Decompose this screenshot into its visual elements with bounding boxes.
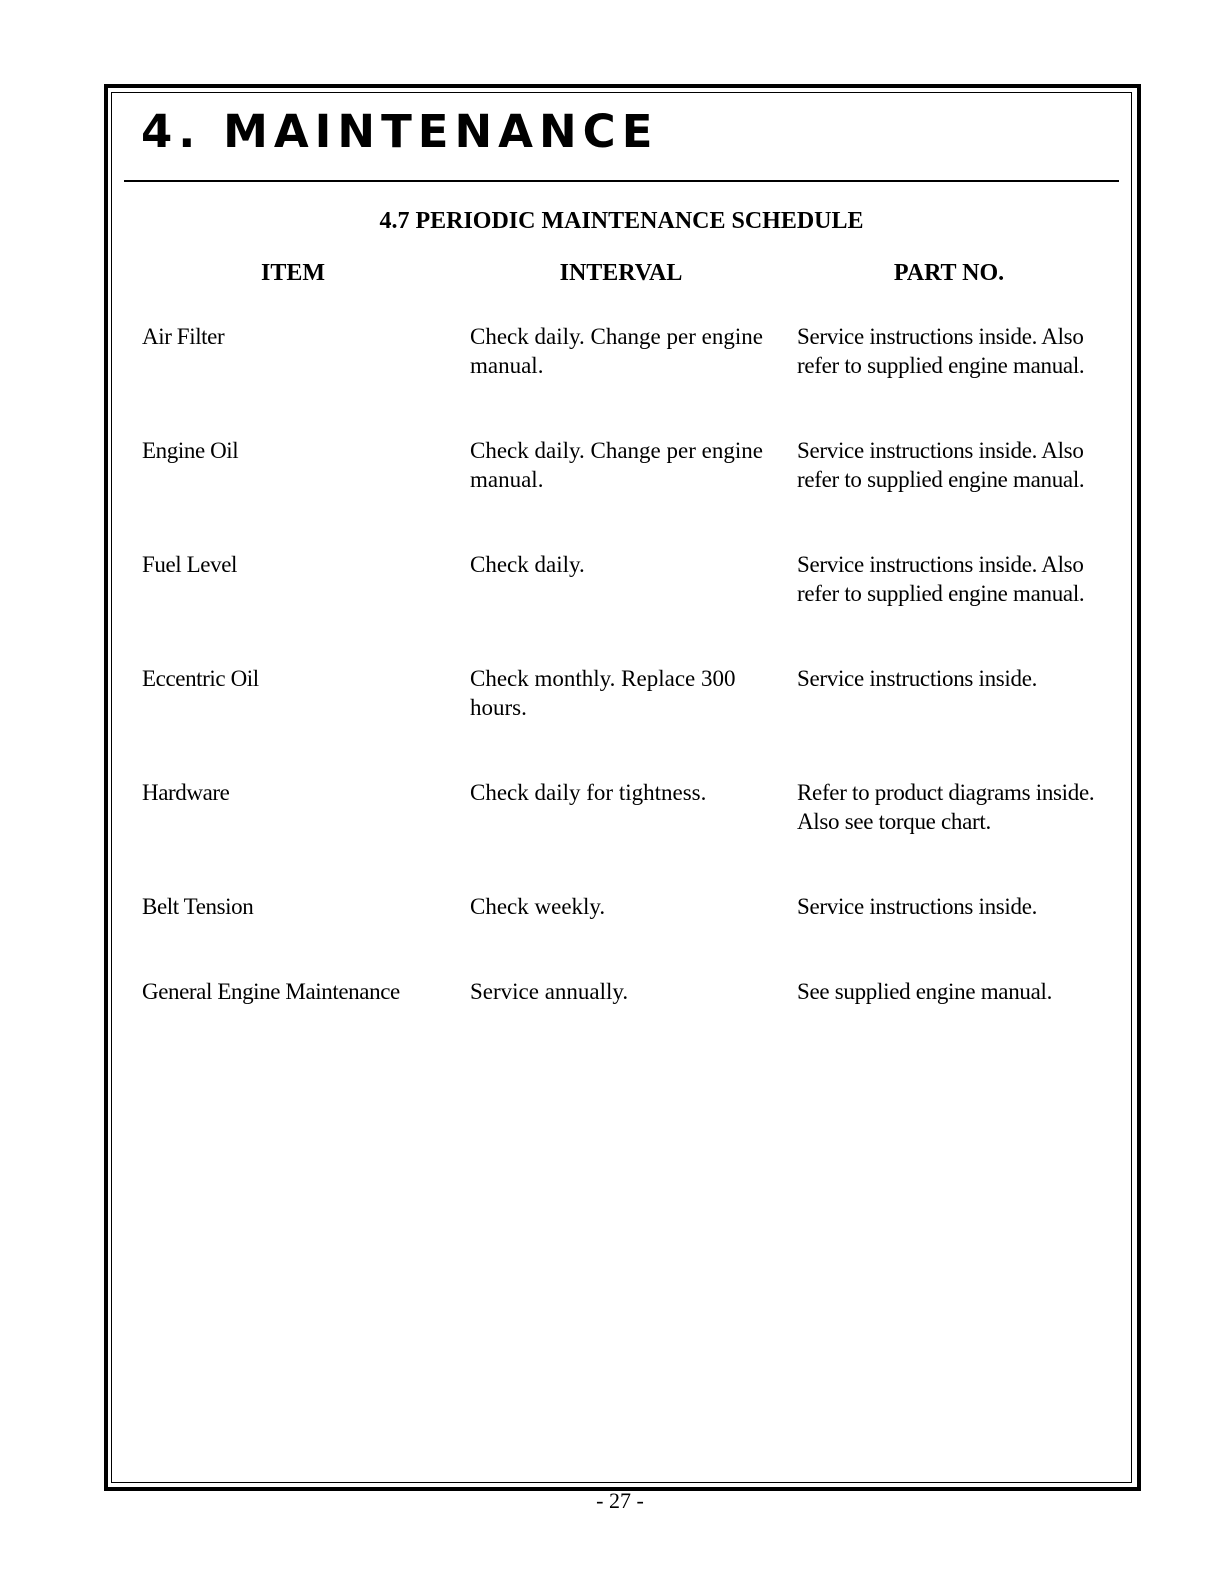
column-header-interval: INTERVAL bbox=[559, 260, 683, 286]
cell-part-no: Service instructions inside. bbox=[797, 894, 1038, 919]
cell-item: Belt Tension bbox=[142, 894, 254, 919]
cell-item: Air Filter bbox=[142, 324, 225, 349]
title-divider bbox=[124, 180, 1119, 182]
cell-interval: Check daily. bbox=[470, 552, 585, 577]
cell-part-no: Service instructions inside. bbox=[797, 666, 1038, 691]
cell-part-no: Service instructions inside. Also refer to supplied engine manual. bbox=[797, 324, 1085, 378]
cell-interval: Service annually. bbox=[470, 979, 629, 1004]
page-number: - 27 - bbox=[596, 1488, 644, 1513]
cell-interval: Check daily for tightness. bbox=[470, 780, 707, 805]
column-header-item: ITEM bbox=[260, 260, 325, 286]
chapter-title: 4. MAINTENANCE bbox=[141, 105, 659, 158]
cell-item: Eccentric Oil bbox=[142, 666, 259, 691]
cell-item: Engine Oil bbox=[142, 438, 239, 463]
cell-interval: Check daily. Change per engine manual. bbox=[470, 438, 763, 492]
cell-part-no: See supplied engine manual. bbox=[797, 979, 1053, 1004]
cell-part-no: Refer to product diagrams inside. Also see torque chart. bbox=[797, 780, 1095, 834]
cell-item: Fuel Level bbox=[142, 552, 237, 577]
cell-interval: Check weekly. bbox=[470, 894, 606, 919]
cell-interval: Check monthly. Replace 300 hours. bbox=[470, 666, 736, 720]
column-header-part-no: PART NO. bbox=[893, 260, 1005, 286]
section-title: 4.7 PERIODIC MAINTENANCE SCHEDULE bbox=[379, 208, 864, 234]
cell-part-no: Service instructions inside. Also refer to supplied engine manual. bbox=[797, 552, 1085, 606]
cell-interval: Check daily. Change per engine manual. bbox=[470, 324, 763, 378]
cell-item: General Engine Maintenance bbox=[142, 979, 400, 1004]
cell-part-no: Service instructions inside. Also refer to supplied engine manual. bbox=[797, 438, 1085, 492]
cell-item: Hardware bbox=[142, 780, 230, 805]
